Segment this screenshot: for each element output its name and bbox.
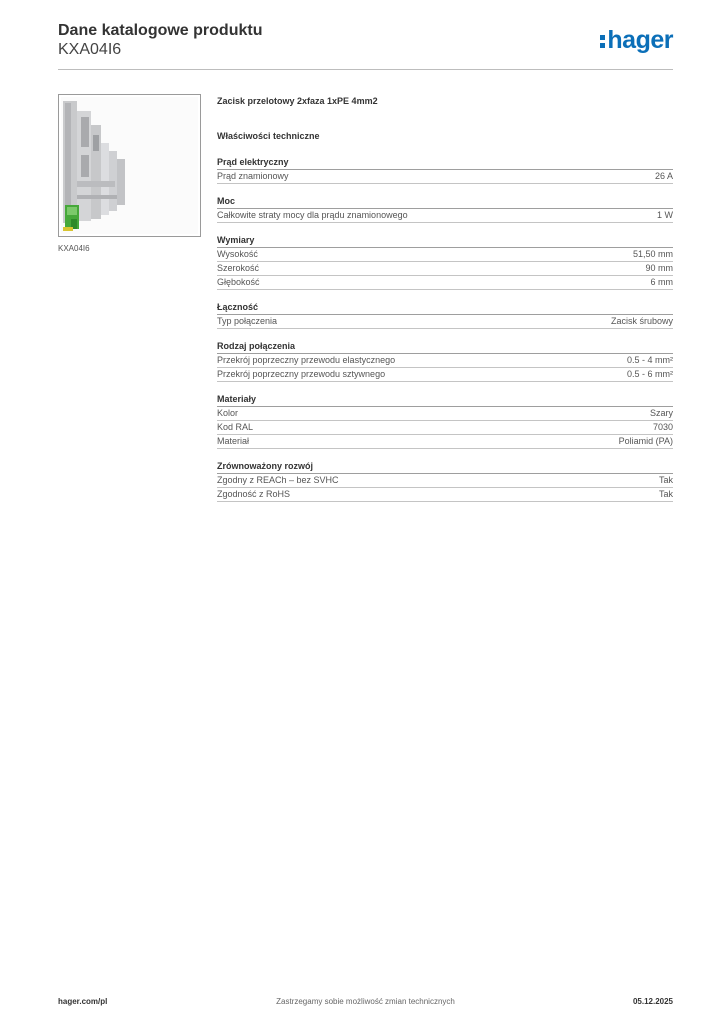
- spec-section: [217, 157, 673, 184]
- spec-value: Tak: [658, 489, 673, 499]
- section-title: Rodzaj połączenia: [217, 341, 673, 354]
- terminal-block-image: [59, 95, 200, 236]
- spec-row: [217, 276, 673, 290]
- spec-label: Kod RAL: [217, 422, 254, 432]
- section-title: Łączność: [217, 302, 673, 315]
- footer-date: 05.12.2025: [632, 997, 673, 1006]
- spec-label: Zgodność z RoHS: [217, 489, 291, 499]
- spec-label: Materiał: [217, 436, 250, 446]
- spec-section: [217, 302, 673, 329]
- spec-row: [217, 407, 673, 421]
- logo-mark-icon: [600, 33, 605, 49]
- logo-text: hager: [607, 26, 673, 54]
- spec-row: [217, 368, 673, 382]
- spec-label: Typ połączenia: [217, 316, 278, 326]
- spec-row: [217, 488, 673, 502]
- spec-value: 6 mm: [650, 277, 673, 287]
- spec-value: Szary: [649, 408, 673, 418]
- hager-logo: [600, 26, 673, 55]
- spec-row: [217, 421, 673, 435]
- spec-label: Kolor: [217, 408, 239, 418]
- spec-sections: [217, 157, 673, 502]
- spec-value: 0.5 - 6 mm²: [626, 369, 673, 379]
- section-title: Moc: [217, 196, 673, 209]
- spec-row: [217, 315, 673, 329]
- spec-value: 7030: [652, 422, 673, 432]
- footer-website: hager.com/pl: [58, 997, 108, 1006]
- product-photo: [58, 94, 201, 237]
- photo-caption: KXA04I6: [58, 244, 90, 253]
- spec-section: [217, 196, 673, 223]
- spec-label: Całkowite straty mocy dla prądu znamionowego: [217, 210, 408, 220]
- spec-value: Poliamid (PA): [618, 436, 673, 446]
- spec-row: [217, 474, 673, 488]
- spec-label: Zgodny z REACh – bez SVHC: [217, 475, 339, 485]
- spec-value: 90 mm: [645, 263, 673, 273]
- spec-value: Zacisk śrubowy: [610, 316, 673, 326]
- spec-row: [217, 170, 673, 184]
- spec-section: [217, 461, 673, 502]
- tech-properties-heading: Właściwości techniczne: [217, 131, 320, 141]
- spec-value: 1 W: [656, 210, 673, 220]
- spec-label: Szerokość: [217, 263, 260, 273]
- footer-note: Zastrzegamy sobie możliwość zmian technicznych: [276, 997, 455, 1006]
- spec-label: Prąd znamionowy: [217, 171, 289, 181]
- spec-value: 0.5 - 4 mm²: [626, 355, 673, 365]
- section-title: Prąd elektryczny: [217, 157, 673, 170]
- section-title: Wymiary: [217, 235, 673, 248]
- spec-section: [217, 394, 673, 449]
- spec-value: Tak: [658, 475, 673, 485]
- spec-row: [217, 435, 673, 449]
- product-name: Zacisk przelotowy 2xfaza 1xPE 4mm2: [217, 96, 378, 106]
- spec-value: 51,50 mm: [632, 249, 673, 259]
- spec-value: 26 A: [654, 171, 673, 181]
- section-title: Materiały: [217, 394, 673, 407]
- spec-label: Wysokość: [217, 249, 258, 259]
- spec-section: [217, 341, 673, 382]
- document-title: Dane katalogowe produktu: [58, 22, 263, 39]
- spec-content: [217, 96, 673, 502]
- spec-section: [217, 235, 673, 290]
- document-header: [58, 22, 673, 70]
- spec-label: Przekrój poprzeczny przewodu sztywnego: [217, 369, 386, 379]
- spec-row: [217, 262, 673, 276]
- spec-row: [217, 248, 673, 262]
- product-code: KXA04I6: [58, 41, 122, 58]
- section-title: Zrównoważony rozwój: [217, 461, 673, 474]
- spec-row: [217, 209, 673, 223]
- spec-label: Przekrój poprzeczny przewodu elastycznego: [217, 355, 396, 365]
- spec-row: [217, 354, 673, 368]
- spec-label: Głębokość: [217, 277, 260, 287]
